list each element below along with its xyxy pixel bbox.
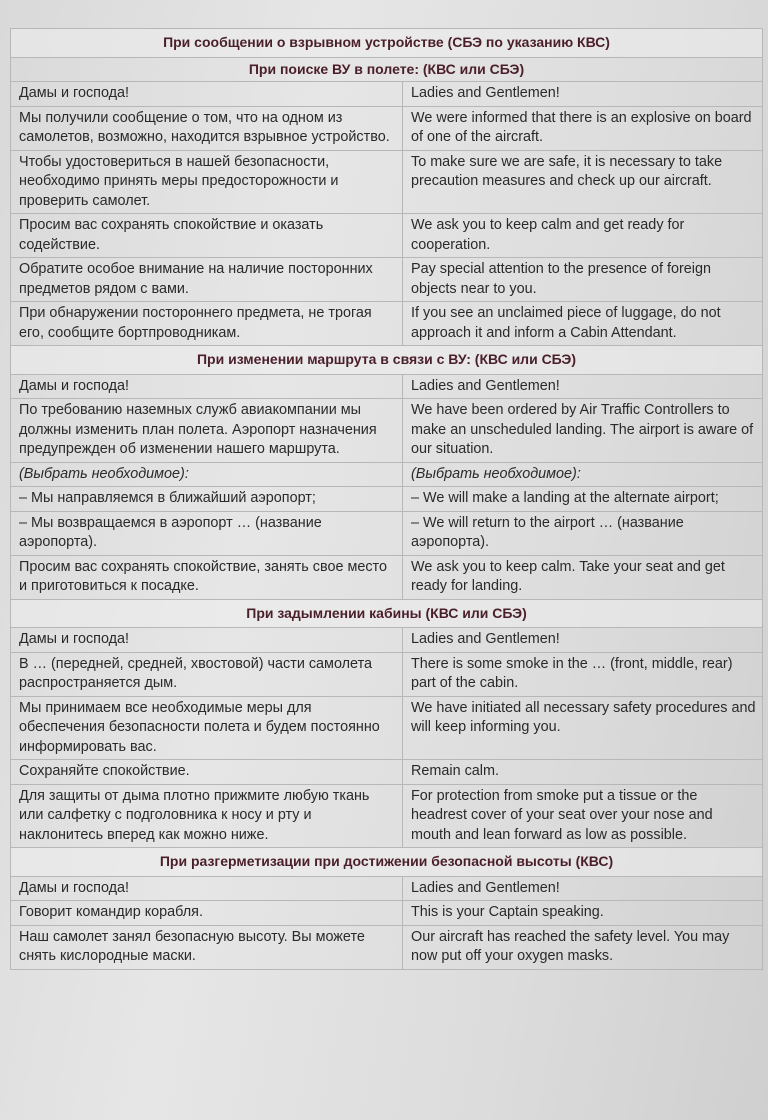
russian-phrase: Обратите особое внимание на наличие посторонних предметов рядом с вами. bbox=[11, 258, 403, 302]
section-title-row bbox=[11, 848, 763, 877]
english-phrase: – We will make a landing at the alternate airport; bbox=[403, 487, 763, 512]
russian-phrase: По требованию наземных служб авиакомпании мы должны изменить план полета. Аэропорт назначения предупрежден об изменении нашего маршрута. bbox=[11, 399, 403, 463]
english-phrase: We have been ordered by Air Traffic Controllers to make an unscheduled landing. The airport is aware of our situation. bbox=[403, 399, 763, 463]
english-phrase: If you see an unclaimed piece of luggage, do not approach it and inform a Cabin Attendant. bbox=[403, 302, 763, 346]
phrase-row bbox=[11, 399, 763, 463]
phrase-row bbox=[11, 462, 763, 487]
russian-phrase: – Мы возвращаемся в аэропорт … (название аэропорта). bbox=[11, 511, 403, 555]
russian-phrase: Дамы и господа! bbox=[11, 82, 403, 107]
russian-phrase: Чтобы удостовериться в нашей безопасности, необходимо принять меры предосторожности и проверить самолет. bbox=[11, 150, 403, 214]
english-phrase: This is your Captain speaking. bbox=[403, 901, 763, 926]
russian-phrase: Сохраняйте спокойствие. bbox=[11, 760, 403, 785]
russian-phrase: Мы принимаем все необходимые меры для обеспечения безопасности полета и будем постоянно информировать вас. bbox=[11, 696, 403, 760]
section-title: При изменении маршрута в связи с ВУ: (КВС или СБЭ) bbox=[11, 346, 763, 375]
english-phrase: There is some smoke in the … (front, middle, rear) part of the cabin. bbox=[403, 652, 763, 696]
english-phrase: Our aircraft has reached the safety level. You may now put off your oxygen masks. bbox=[403, 925, 763, 969]
phrase-row bbox=[11, 302, 763, 346]
russian-phrase: Просим вас сохранять спокойствие и оказать содействие. bbox=[11, 214, 403, 258]
russian-phrase: Дамы и господа! bbox=[11, 628, 403, 653]
russian-phrase: Мы получили сообщение о том, что на одном из самолетов, возможно, находится взрывное устройство. bbox=[11, 106, 403, 150]
section-subtitle-row bbox=[11, 57, 763, 82]
phrase-row bbox=[11, 214, 763, 258]
english-phrase: Ladies and Gentlemen! bbox=[403, 628, 763, 653]
announcement-table bbox=[10, 28, 763, 970]
english-phrase: (Выбрать необходимое): bbox=[403, 462, 763, 487]
section-title-row bbox=[11, 599, 763, 628]
section-title-row bbox=[11, 346, 763, 375]
phrase-row bbox=[11, 784, 763, 848]
phrase-row bbox=[11, 925, 763, 969]
phrase-row bbox=[11, 555, 763, 599]
english-phrase: We ask you to keep calm and get ready for cooperation. bbox=[403, 214, 763, 258]
phrase-row bbox=[11, 876, 763, 901]
phrase-row bbox=[11, 652, 763, 696]
russian-phrase: При обнаружении постороннего предмета, не трогая его, сообщите бортпроводникам. bbox=[11, 302, 403, 346]
section-title: При сообщении о взрывном устройстве (СБЭ по указанию КВС) bbox=[11, 29, 763, 58]
russian-phrase: Просим вас сохранять спокойствие, занять свое место и приготовиться к посадке. bbox=[11, 555, 403, 599]
section-title-row bbox=[11, 29, 763, 58]
english-phrase: Remain calm. bbox=[403, 760, 763, 785]
russian-phrase: Дамы и господа! bbox=[11, 876, 403, 901]
english-phrase: For protection from smoke put a tissue or the headrest cover of your seat over your nose and mouth and lean forward as low as possible. bbox=[403, 784, 763, 848]
russian-phrase: Для защиты от дыма плотно прижмите любую ткань или салфетку с подголовника к носу и рту и наклонитесь вперед как можно ниже. bbox=[11, 784, 403, 848]
english-phrase: We have initiated all necessary safety procedures and will keep informing you. bbox=[403, 696, 763, 760]
russian-phrase: Дамы и господа! bbox=[11, 374, 403, 399]
phrase-row bbox=[11, 628, 763, 653]
english-phrase: We were informed that there is an explosive on board of one of the aircraft. bbox=[403, 106, 763, 150]
phrase-row bbox=[11, 374, 763, 399]
phrase-row bbox=[11, 487, 763, 512]
phrase-row bbox=[11, 901, 763, 926]
english-phrase: To make sure we are safe, it is necessary to take precaution measures and check up our aircraft. bbox=[403, 150, 763, 214]
section-title: При задымлении кабины (КВС или СБЭ) bbox=[11, 599, 763, 628]
phrase-row bbox=[11, 258, 763, 302]
english-phrase: Ladies and Gentlemen! bbox=[403, 82, 763, 107]
russian-phrase: В … (передней, средней, хвостовой) части самолета распространяется дым. bbox=[11, 652, 403, 696]
phrase-row bbox=[11, 106, 763, 150]
english-phrase: – We will return to the airport … (название аэропорта). bbox=[403, 511, 763, 555]
russian-phrase: Говорит командир корабля. bbox=[11, 901, 403, 926]
russian-phrase: (Выбрать необходимое): bbox=[11, 462, 403, 487]
phrase-row bbox=[11, 82, 763, 107]
english-phrase: Ladies and Gentlemen! bbox=[403, 374, 763, 399]
phrase-row bbox=[11, 511, 763, 555]
section-title: При разгерметизации при достижении безопасной высоты (КВС) bbox=[11, 848, 763, 877]
russian-phrase: – Мы направляемся в ближайший аэропорт; bbox=[11, 487, 403, 512]
section-subtitle: При поиске ВУ в полете: (КВС или СБЭ) bbox=[11, 57, 763, 82]
phrase-row bbox=[11, 696, 763, 760]
english-phrase: Pay special attention to the presence of foreign objects near to you. bbox=[403, 258, 763, 302]
announcement-sheet bbox=[10, 28, 762, 970]
english-phrase: We ask you to keep calm. Take your seat and get ready for landing. bbox=[403, 555, 763, 599]
phrase-row bbox=[11, 150, 763, 214]
english-phrase: Ladies and Gentlemen! bbox=[403, 876, 763, 901]
russian-phrase: Наш самолет занял безопасную высоту. Вы можете снять кислородные маски. bbox=[11, 925, 403, 969]
phrase-row bbox=[11, 760, 763, 785]
